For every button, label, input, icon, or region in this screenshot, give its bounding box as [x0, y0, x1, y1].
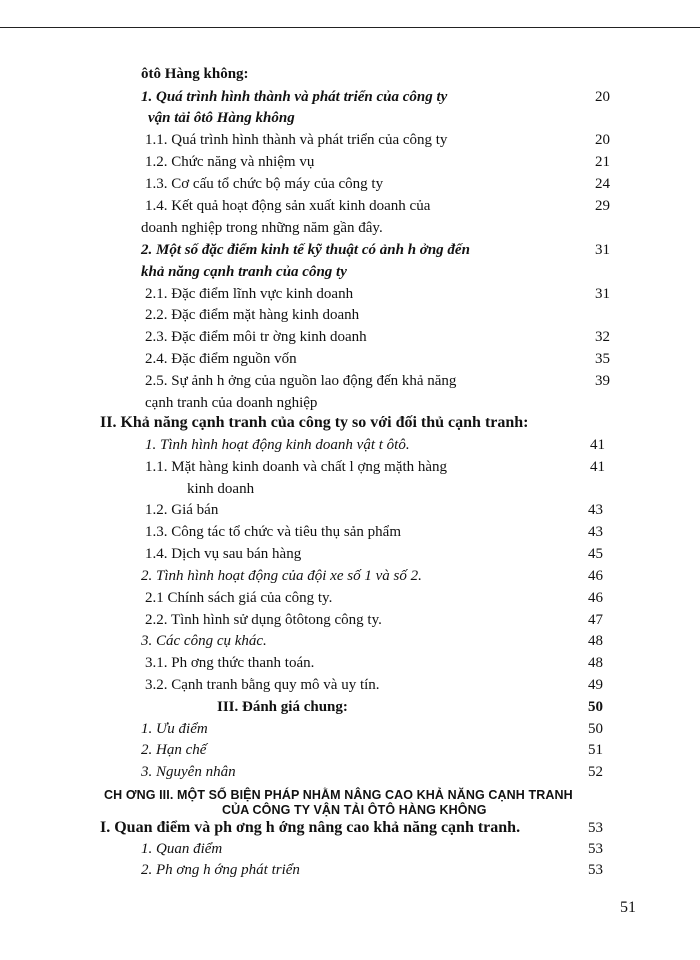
toc-line: 1. Tình hình hoạt động kinh doanh vật t ôtô.	[145, 437, 410, 453]
toc-line: 1.2. Chức năng và nhiệm vụ	[145, 154, 315, 170]
chapter-heading: CỦA CÔNG TY VẬN TẢI ÔTÔ HÀNG KHÔNG	[222, 803, 487, 817]
toc-line: 1. Quá trình hình thành và phát triển của công ty	[141, 89, 448, 105]
toc-page: 50	[588, 721, 603, 737]
toc-page: 53	[588, 841, 603, 857]
toc-page: 35	[595, 351, 610, 367]
toc-page: 46	[588, 590, 603, 606]
toc-page: 43	[588, 502, 603, 518]
toc-page: 49	[588, 677, 603, 693]
toc-line: 1.4. Kết quả hoạt động sản xuất kinh doanh của	[145, 198, 431, 214]
toc-line: ôtô Hàng không:	[141, 66, 249, 82]
toc-line: vận tải ôtô Hàng không	[148, 110, 295, 126]
toc-page: 47	[588, 612, 603, 628]
toc-line: 1.3. Công tác tổ chức và tiêu thụ sản phẩm	[145, 524, 401, 540]
toc-page: 41	[590, 437, 605, 453]
toc-line: 1. Quan điểm	[141, 841, 223, 857]
toc-page: 43	[588, 524, 603, 540]
toc-page: 41	[590, 459, 605, 475]
toc-page: 46	[588, 568, 603, 584]
toc-line: 3. Các công cụ khác.	[141, 633, 267, 649]
toc-line: 2.5. Sự ảnh h ởng của nguồn lao động đến khả năng	[145, 373, 457, 389]
toc-line: cạnh tranh của doanh nghiệp	[145, 395, 318, 411]
toc-page: 53	[588, 820, 603, 836]
toc-line: 2.2. Đặc điểm mặt hàng kinh doanh	[145, 307, 360, 323]
toc-page: 31	[595, 242, 610, 258]
toc-page: 32	[595, 329, 610, 345]
toc-line: 2.1 Chính sách giá của công ty.	[145, 590, 333, 606]
toc-line: 2.3. Đặc điểm môi tr ờng kinh doanh	[145, 329, 367, 345]
toc-page: 50	[588, 699, 603, 715]
toc-page: 39	[595, 373, 610, 389]
toc-line: 2. Một số đặc điểm kinh tế kỹ thuật có ảnh h ởng đến	[141, 242, 470, 258]
toc-page: 48	[588, 633, 603, 649]
page-number: 51	[620, 899, 636, 916]
toc-line: kinh doanh	[187, 481, 255, 497]
top-rule	[0, 27, 700, 28]
toc-line: 3.2. Cạnh tranh bằng quy mô và uy tín.	[145, 677, 380, 693]
toc-section: I. Quan điểm và ph ơng h ớng nâng cao khả năng cạnh tranh.	[100, 819, 521, 836]
toc-page: 21	[595, 154, 610, 170]
toc-line: 2. Hạn chế	[141, 742, 207, 758]
toc-page: 29	[595, 198, 610, 214]
toc-line: 1. Ưu điểm	[141, 721, 208, 737]
toc-line: 3.1. Ph ơng thức thanh toán.	[145, 655, 315, 671]
toc-line: 3. Nguyên nhân	[141, 764, 236, 780]
toc-line: 2.2. Tình hình sử dụng ôtôtong công ty.	[145, 612, 382, 628]
toc-section: II. Khả năng cạnh tranh của công ty so với đối thủ cạnh tranh:	[100, 414, 529, 431]
toc-page: 45	[588, 546, 603, 562]
toc-line: 1.3. Cơ cấu tổ chức bộ máy của công ty	[145, 176, 384, 192]
toc-line: 1.4. Dịch vụ sau bán hàng	[145, 546, 302, 562]
toc-page: 20	[595, 89, 610, 105]
toc-page: 31	[595, 286, 610, 302]
toc-section: III. Đánh giá chung:	[217, 699, 348, 715]
toc-line: 2. Ph ơng h ớng phát triển	[141, 862, 300, 878]
toc-line: 1.1. Mặt hàng kinh doanh và chất l ợng mặth hàng	[145, 459, 448, 475]
toc-page: 51	[588, 742, 603, 758]
toc-line: 2. Tình hình hoạt động của đội xe số 1 và số 2.	[141, 568, 422, 584]
toc-page: 24	[595, 176, 610, 192]
toc-page: 20	[595, 132, 610, 148]
toc-line: 1.1. Quá trình hình thành và phát triển của công ty	[145, 132, 448, 148]
toc-line: doanh nghiệp trong những năm gần đây.	[141, 220, 383, 236]
toc-line: 2.4. Đặc điểm nguồn vốn	[145, 351, 297, 367]
toc-line: 2.1. Đặc điểm lĩnh vực kinh doanh	[145, 286, 354, 302]
toc-page: 52	[588, 764, 603, 780]
toc-page: 53	[588, 862, 603, 878]
toc-page: 48	[588, 655, 603, 671]
toc-line: khả năng cạnh tranh của công ty	[141, 264, 347, 280]
chapter-heading: CH ƠNG III. MỘT SỐ BIỆN PHÁP NHẰM NÂNG CAO KHẢ NĂNG CẠNH TRANH	[104, 788, 573, 802]
toc-line: 1.2. Giá bán	[145, 502, 219, 518]
